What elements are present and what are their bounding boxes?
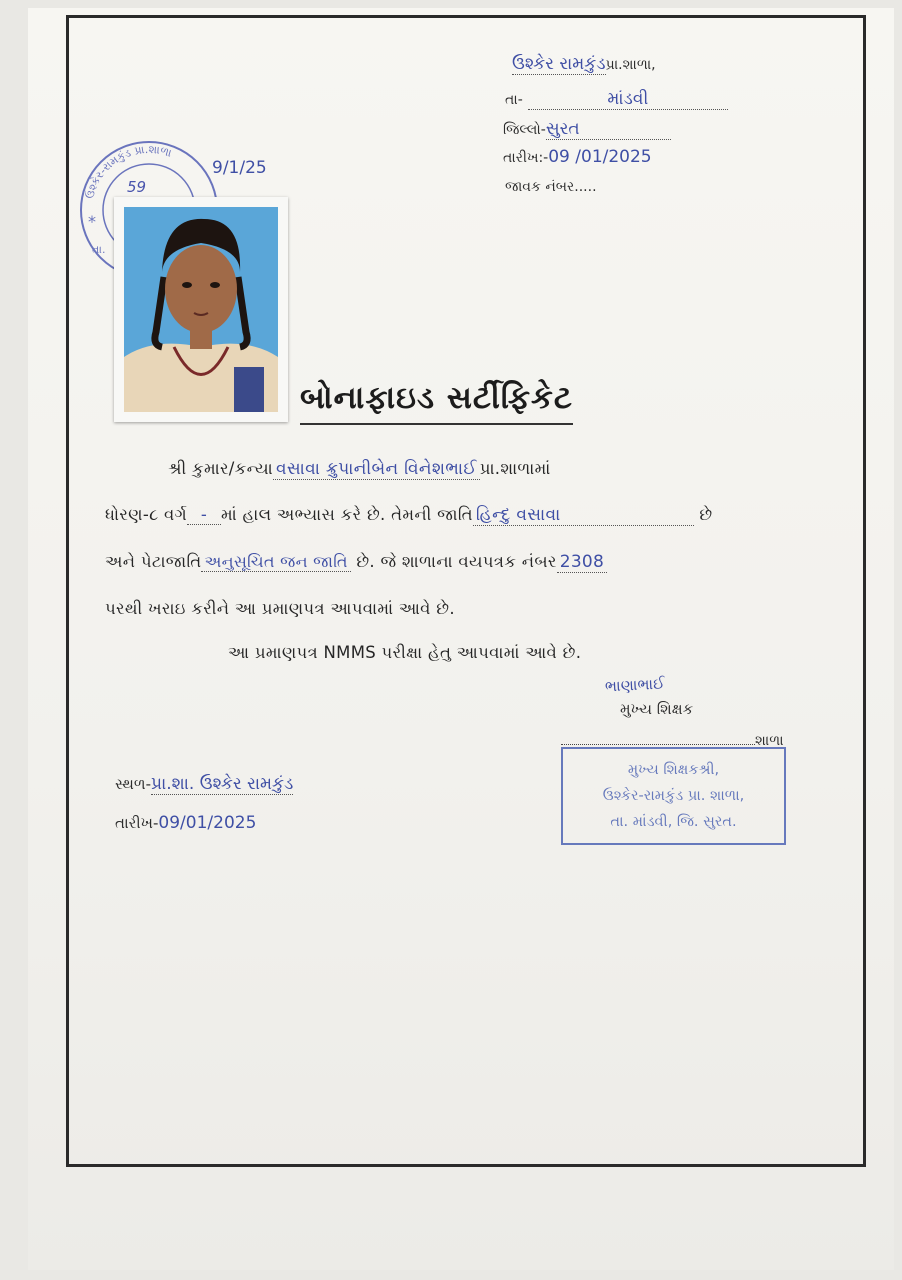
stamp-line-1: મુખ્ય શિક્ષકશ્રી,: [627, 762, 720, 778]
caste-value: હિન્દુ વસાવા: [473, 505, 694, 526]
school-dots: [561, 744, 755, 745]
student-photo-image: [114, 197, 288, 422]
body-line-2: [105, 505, 712, 526]
body-l2-b: માં હાલ અભ્યાસ કરે છે. તેમની જાતિ: [220, 505, 473, 524]
body-l3-b: છે. જે શાળાના વયપત્રક નંબર: [356, 552, 557, 571]
place-label: સ્થળ-: [115, 775, 152, 793]
date-label: તારીખ:-: [503, 150, 549, 166]
stamp-line-3: તા. માંડવી, જિ. સુરત.: [610, 814, 737, 830]
stamp-line-2: ઉશ્કેર-રામકુંડ પ્રા. શાળા,: [602, 788, 745, 804]
round-stamp-number: 59: [127, 178, 147, 196]
body-line-5: આ પ્રમાણપત્ર NMMS પરીક્ષા હેતુ આપવામાં આવે છે.: [228, 643, 582, 662]
principal-signature: ભાણાભાઈ: [604, 674, 666, 696]
body-l2-a: ધોરણ-૮ વર્ગ: [105, 505, 187, 524]
taluka-label: તા-: [505, 92, 523, 108]
body-l1-prefix: શ્રી કુમાર/કન્યા: [168, 459, 274, 478]
body-line-1: [168, 459, 551, 479]
student-name: વસાવા ક્રુપાનીબેન વિનેશભાઈ: [273, 459, 480, 480]
handwritten-date: 9/1/25: [212, 158, 267, 178]
body-line-4: પરથી ખરાઇ કરીને આ પ્રમાણપત્ર આપવામાં આવે છે.: [105, 599, 455, 618]
date-line: [503, 147, 652, 167]
body-l3-a: અને પેટાજાતિ: [105, 552, 202, 571]
certificate-title: બોનાફાઇડ સર્ટીફિકેટ: [300, 380, 573, 425]
body-l1-suffix: પ્રા.શાળામાં: [479, 459, 551, 478]
district-label: જિલ્લો-: [503, 122, 546, 138]
body-line-3: [105, 552, 607, 572]
principal-role: મુખ્ય શિક્ષક: [620, 700, 694, 718]
principal-stamp: [561, 747, 786, 845]
school-name: ઉશ્કેર રામકુંડ: [512, 54, 606, 74]
register-number: 2308: [557, 552, 607, 573]
student-photo: [114, 197, 288, 422]
district-line: [503, 119, 671, 140]
round-stamp-text: ઉશ્કેર-રામકુંડ પ્રા.શાળા: [83, 142, 174, 201]
place-value: પ્રા.શા. ઉશ્કેર રામકુંડ: [151, 774, 294, 794]
footer-date-label: તારીખ-: [115, 814, 159, 832]
footer-date-value: 09/01/2025: [158, 813, 257, 833]
class-division: -: [187, 505, 221, 525]
outward-number: જાવક નંબર.....: [505, 179, 597, 195]
body-l2-c: છે: [699, 505, 713, 524]
school-line: [512, 54, 656, 74]
svg-text:*: *: [88, 212, 96, 231]
school-line-label: શાળા: [755, 733, 784, 749]
taluka-line: [505, 89, 728, 110]
date-value: 09 /01/2025: [548, 147, 652, 167]
taluka-value: માંડવી: [528, 89, 728, 110]
footer-date-line: [115, 813, 256, 833]
district-value: સુરત: [546, 119, 671, 140]
school-suffix: પ્રા.શાળા,: [605, 57, 656, 73]
subcaste-value: અનુસૂચિત જન જાતિ: [201, 552, 350, 572]
place-line: [115, 774, 293, 794]
round-stamp-side: તા.: [92, 243, 106, 256]
